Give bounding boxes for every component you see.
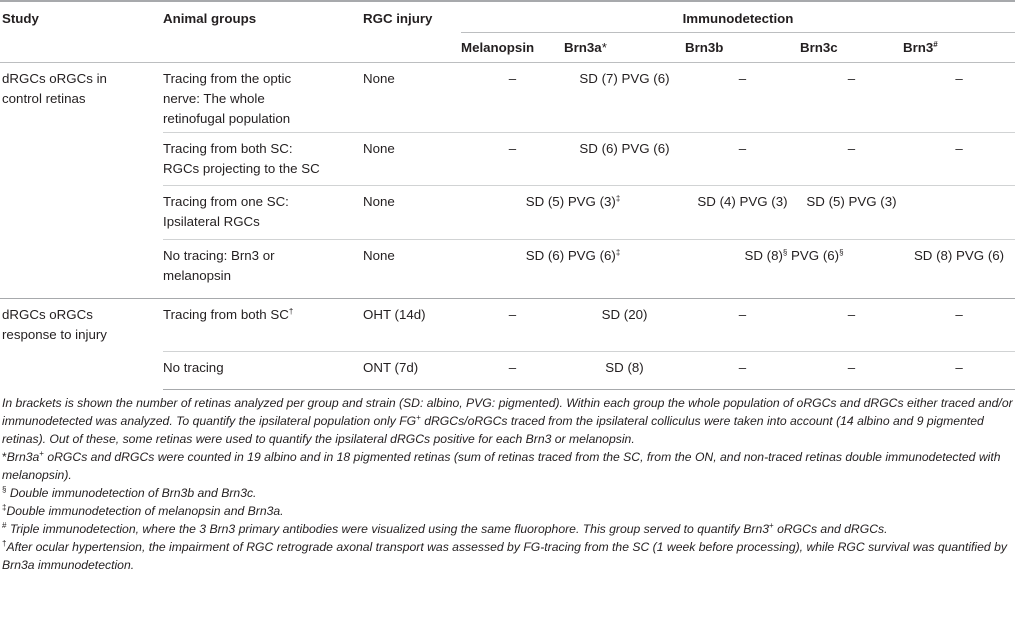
- brn3-cell: –: [955, 71, 963, 86]
- footnote-star: *Brn3a+ oRGCs and dRGCs were counted in 19 albino and in 18 pigmented retinas (sum of retinas traced from the SC, from the ON, and non-traced retinas double immunodetected with melanopsin).: [2, 449, 1001, 482]
- study-cell-injury: dRGCs oRGCs response to injury: [0, 299, 163, 390]
- table-row: [0, 299, 1015, 352]
- header-animal-groups: Animal groups: [163, 1, 363, 33]
- injury-cell: None: [363, 71, 395, 86]
- header-row-2: [0, 33, 1015, 63]
- footnote-dagger: †After ocular hypertension, the impairment of RGC retrograde axonal transport was assessed by FG-tracing from the SC (1 week before processing), while RGC survival was quantified by Brn3a immunodetection.: [2, 539, 1007, 572]
- group-cell: No tracing: Brn3 or melanopsin: [163, 240, 363, 299]
- header-brn3: Brn3#: [903, 33, 1015, 63]
- table-row: [0, 63, 1015, 133]
- group-cell: Tracing from the optic nerve: The whole retinofugal population: [163, 71, 292, 126]
- melanopsin-cell: –: [461, 352, 564, 390]
- header-melanopsin: Melanopsin: [461, 33, 564, 63]
- injury-cell: ONT (7d): [363, 352, 461, 390]
- brn3b-cell: –: [685, 299, 800, 352]
- melanopsin-cell: –: [461, 133, 564, 186]
- brn3-cell: SD (8) PVG (6): [903, 240, 1015, 299]
- footnote-main: In brackets is shown the number of retinas analyzed per group and strain (SD: albino, PVG: pigmented). Within each group the whole population of oRGCs and dRGCs either traced and/or immunodetected was analyzed. To quantify the ipsilateral population only FG+ dRGCs/oRGCs traced from the ipsilateral colliculus were taken into account (14 albino and 9 pigmented retinas). Out of these, some retinas were used to quantify the ipsilateral dRGCs positive for each Brn3 or melanopsin.: [2, 396, 1013, 446]
- header-study: Study: [0, 1, 163, 33]
- brn3-mark: #: [933, 40, 938, 49]
- brn3c-cell: –: [847, 71, 856, 86]
- melanopsin-brn3a-cell: SD (6) PVG (6)‡: [461, 240, 685, 299]
- group-cell: No tracing: [163, 352, 363, 390]
- brn3a-cell: SD (6) PVG (6): [564, 133, 685, 186]
- brn3-cell: –: [903, 133, 1015, 186]
- brn3b-cell: SD (4) PVG (3): [685, 186, 800, 240]
- injury-cell: None: [363, 186, 461, 240]
- header-rgc-injury: RGC injury: [363, 1, 461, 33]
- header-row-1: [0, 1, 1015, 33]
- brn3-cell: –: [903, 299, 1015, 352]
- study-cell-control: dRGCs oRGCs in control retinas: [2, 71, 107, 106]
- brn3a-mark: *: [601, 40, 607, 55]
- melanopsin-cell: –: [508, 71, 517, 86]
- group-cell: Tracing from both SC†: [163, 299, 363, 352]
- brn3b-cell: –: [685, 352, 800, 390]
- brn3c-cell: –: [800, 299, 903, 352]
- brn3-cell: –: [903, 352, 1015, 390]
- footnote-section: § Double immunodetection of Brn3b and Brn3c.: [2, 485, 257, 500]
- injury-cell: None: [363, 240, 461, 299]
- brn3c-cell: SD (5) PVG (3): [800, 186, 903, 240]
- header-brn3a: Brn3a*: [564, 33, 685, 63]
- brn3b-cell: –: [738, 71, 747, 86]
- header-brn3b: Brn3b: [685, 33, 800, 63]
- melanopsin-brn3a-cell: SD (5) PVG (3)‡: [461, 186, 685, 240]
- header-immunodetection: Immunodetection: [461, 1, 1015, 33]
- brn3-cell: [903, 186, 1015, 240]
- brn3c-cell: –: [800, 133, 903, 186]
- group-cell: Tracing from both SC: RGCs projecting to the SC: [163, 133, 363, 186]
- melanopsin-cell: –: [461, 299, 564, 352]
- group-cell: Tracing from one SC: Ipsilateral RGCs: [163, 186, 363, 240]
- header-brn3c: Brn3c: [800, 33, 903, 63]
- brn3a-cell: SD (8): [564, 352, 685, 390]
- table-footnotes: [0, 394, 1015, 574]
- injury-cell: OHT (14d): [363, 299, 461, 352]
- brn3b-brn3c-cell: SD (8)§ PVG (6)§: [685, 240, 903, 299]
- brn3b-cell: –: [685, 133, 800, 186]
- brn3a-cell: SD (7) PVG (6): [579, 71, 670, 86]
- brn3c-cell: –: [800, 352, 903, 390]
- footnote-hash: # Triple immunodetection, where the 3 Brn3 primary antibodies were visualized using the same fluorophore. This group served to quantify Brn3+ oRGCs and dRGCs.: [2, 521, 888, 536]
- injury-cell: None: [363, 133, 461, 186]
- brn3a-cell: SD (20): [564, 299, 685, 352]
- footnote-double-dagger: ‡Double immunodetection of melanopsin and Brn3a.: [2, 503, 284, 518]
